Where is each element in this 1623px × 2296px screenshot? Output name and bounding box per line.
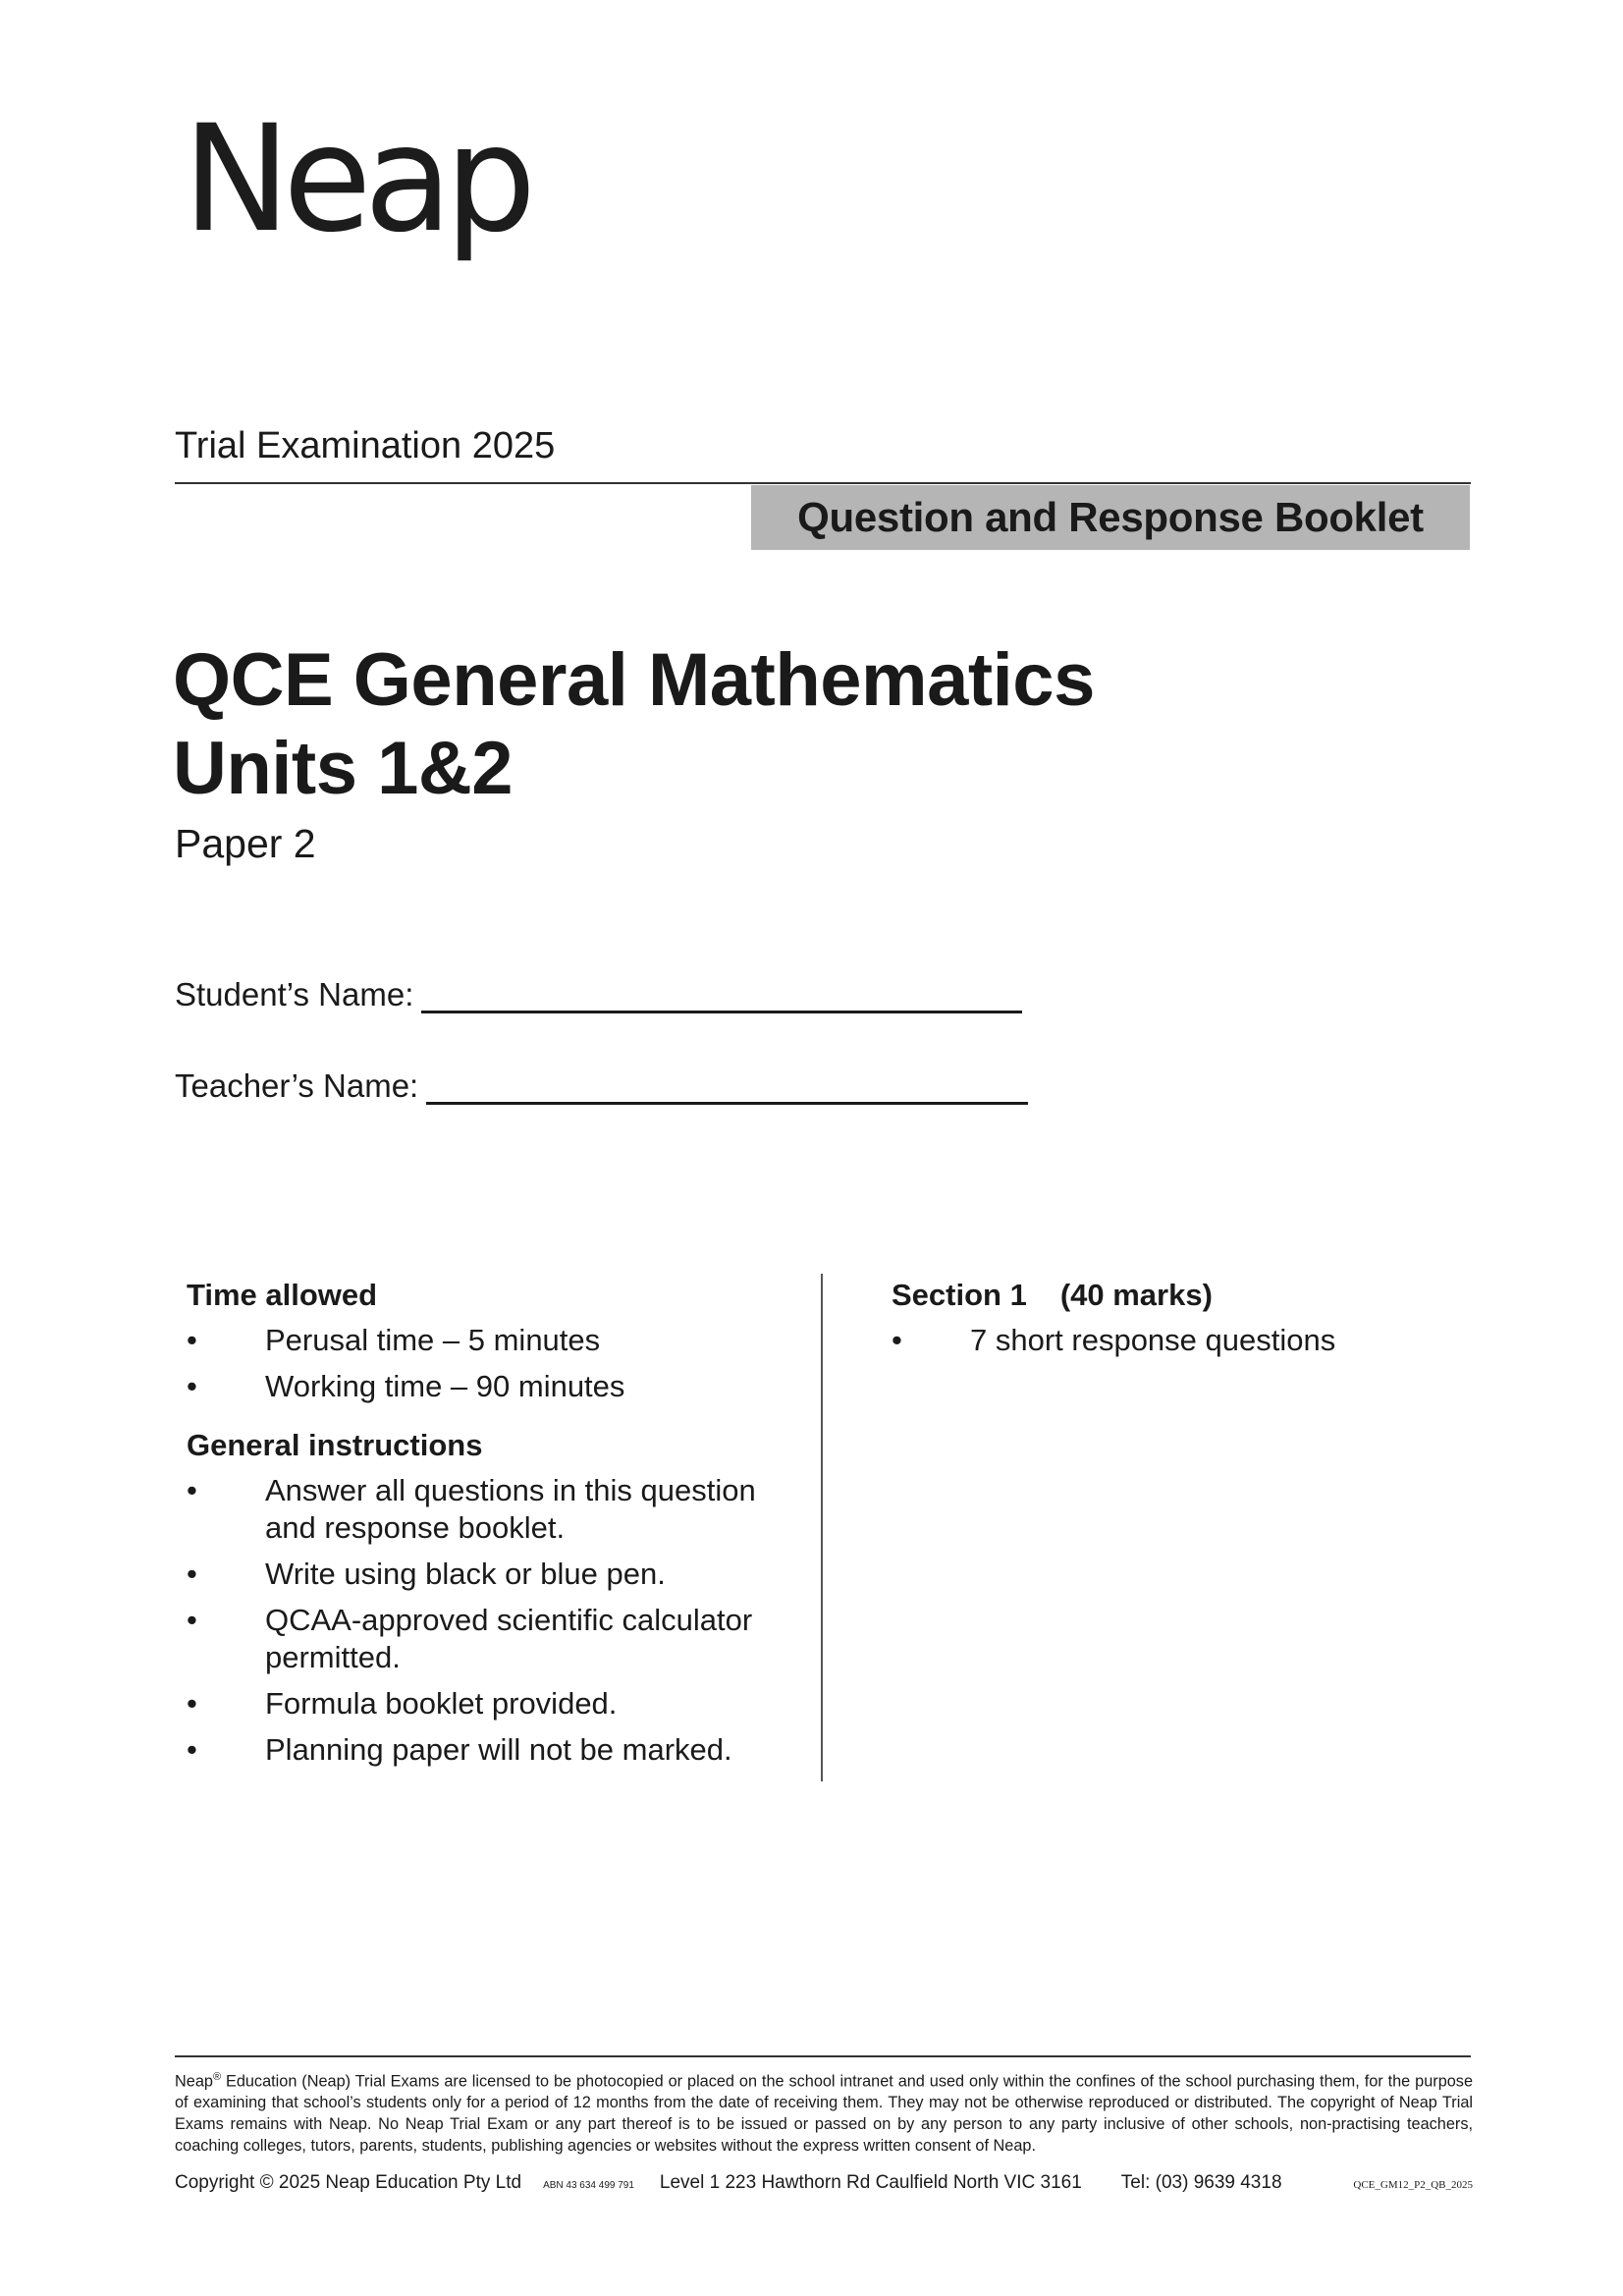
paper-number: Paper 2 xyxy=(175,821,316,866)
bullet-icon: • xyxy=(187,1686,197,1721)
bullet-icon: • xyxy=(187,1603,197,1637)
bullet-icon: • xyxy=(187,1557,197,1591)
general-instructions-heading: General instructions xyxy=(187,1428,483,1462)
list-item-text: Perusal time – 5 minutes xyxy=(265,1323,601,1357)
list-item xyxy=(187,1322,815,1359)
footer-info xyxy=(175,2172,1473,2194)
general-instructions-list xyxy=(187,1472,815,1769)
document-code: QCE_GM12_P2_QB_2025 xyxy=(1353,2179,1473,2191)
list-item-text: QCAA-approved scientific calculator permitted. xyxy=(265,1603,753,1674)
student-name-input-line[interactable] xyxy=(421,983,1022,1013)
copyright: Copyright © 2025 Neap Education Pty Ltd xyxy=(175,2172,522,2193)
bullet-icon: • xyxy=(187,1473,197,1507)
page-title xyxy=(173,636,1095,813)
list-item-text: Answer all questions in this question and response booklet. xyxy=(265,1473,756,1545)
list-item xyxy=(187,1731,815,1769)
bullet-icon: • xyxy=(187,1323,197,1357)
bullet-icon: • xyxy=(187,1732,197,1767)
list-item-text: Planning paper will not be marked. xyxy=(265,1732,732,1767)
exam-label: Trial Examination 2025 xyxy=(175,425,556,466)
time-allowed-list xyxy=(187,1322,815,1405)
teacher-name-input-line[interactable] xyxy=(426,1074,1028,1105)
list-item xyxy=(187,1556,815,1593)
list-item xyxy=(187,1685,815,1722)
registered-mark: ® xyxy=(212,2071,222,2083)
neap-logo: Neap xyxy=(183,94,529,265)
list-item-text: Write using black or blue pen. xyxy=(265,1557,666,1591)
list-item-text: 7 short response questions xyxy=(970,1323,1336,1357)
section-1-heading xyxy=(892,1277,1441,1314)
teacher-name-label: Teacher’s Name: xyxy=(175,1067,419,1104)
list-item xyxy=(187,1368,815,1405)
list-item-text: Working time – 90 minutes xyxy=(265,1369,625,1403)
legal-text: Education (Neap) Trial Exams are licensed to be photocopied or placed on the school intranet and used only within the confines of the school purchasing them, for the purpose of examining that school’s students only for a period of 12 months from the date of receiving them. They may not be otherwise reproduced or distributed. The copyright of Neap Trial Exams remains with Neap. No Neap Trial Exam or any part thereof is to be issued or passed on by any person to any party inclusive of other schools, non-practising teachers, coaching colleges, tutors, parents, students, publishing agencies or websites without the express written consent of Neap. xyxy=(175,2072,1473,2156)
legal-notice xyxy=(175,2066,1473,2157)
booklet-type-label: Question and Response Booklet xyxy=(797,494,1424,540)
student-name-label: Student’s Name: xyxy=(175,976,414,1012)
telephone: Tel: (03) 9639 4318 xyxy=(1120,2172,1282,2193)
list-item-text: Formula booklet provided. xyxy=(265,1686,618,1721)
address: Level 1 223 Hawthorn Rd Caulfield North VIC 3161 xyxy=(659,2172,1082,2193)
list-item xyxy=(187,1472,815,1547)
title-line-1: QCE General Mathematics xyxy=(173,638,1095,722)
footer-rule xyxy=(175,2055,1471,2057)
section-marks: (40 marks) xyxy=(1059,1278,1213,1312)
list-item xyxy=(892,1322,1441,1359)
column-divider xyxy=(821,1274,823,1781)
bullet-icon: • xyxy=(892,1323,902,1357)
list-item xyxy=(187,1602,815,1676)
time-allowed-heading: Time allowed xyxy=(187,1278,378,1312)
sections-column xyxy=(892,1277,1441,1368)
section-label: Section 1 xyxy=(892,1278,1027,1312)
teacher-name-field[interactable] xyxy=(175,1067,1028,1105)
instructions-column xyxy=(187,1277,815,1777)
bullet-icon: • xyxy=(187,1369,197,1403)
booklet-type-banner xyxy=(751,485,1470,550)
abn: ABN 43 634 499 791 xyxy=(543,2180,634,2191)
student-name-field[interactable] xyxy=(175,976,1022,1013)
header-rule xyxy=(175,482,1471,484)
legal-brand: Neap xyxy=(175,2072,213,2091)
title-line-2: Units 1&2 xyxy=(173,727,514,810)
section-1-list xyxy=(892,1322,1441,1359)
